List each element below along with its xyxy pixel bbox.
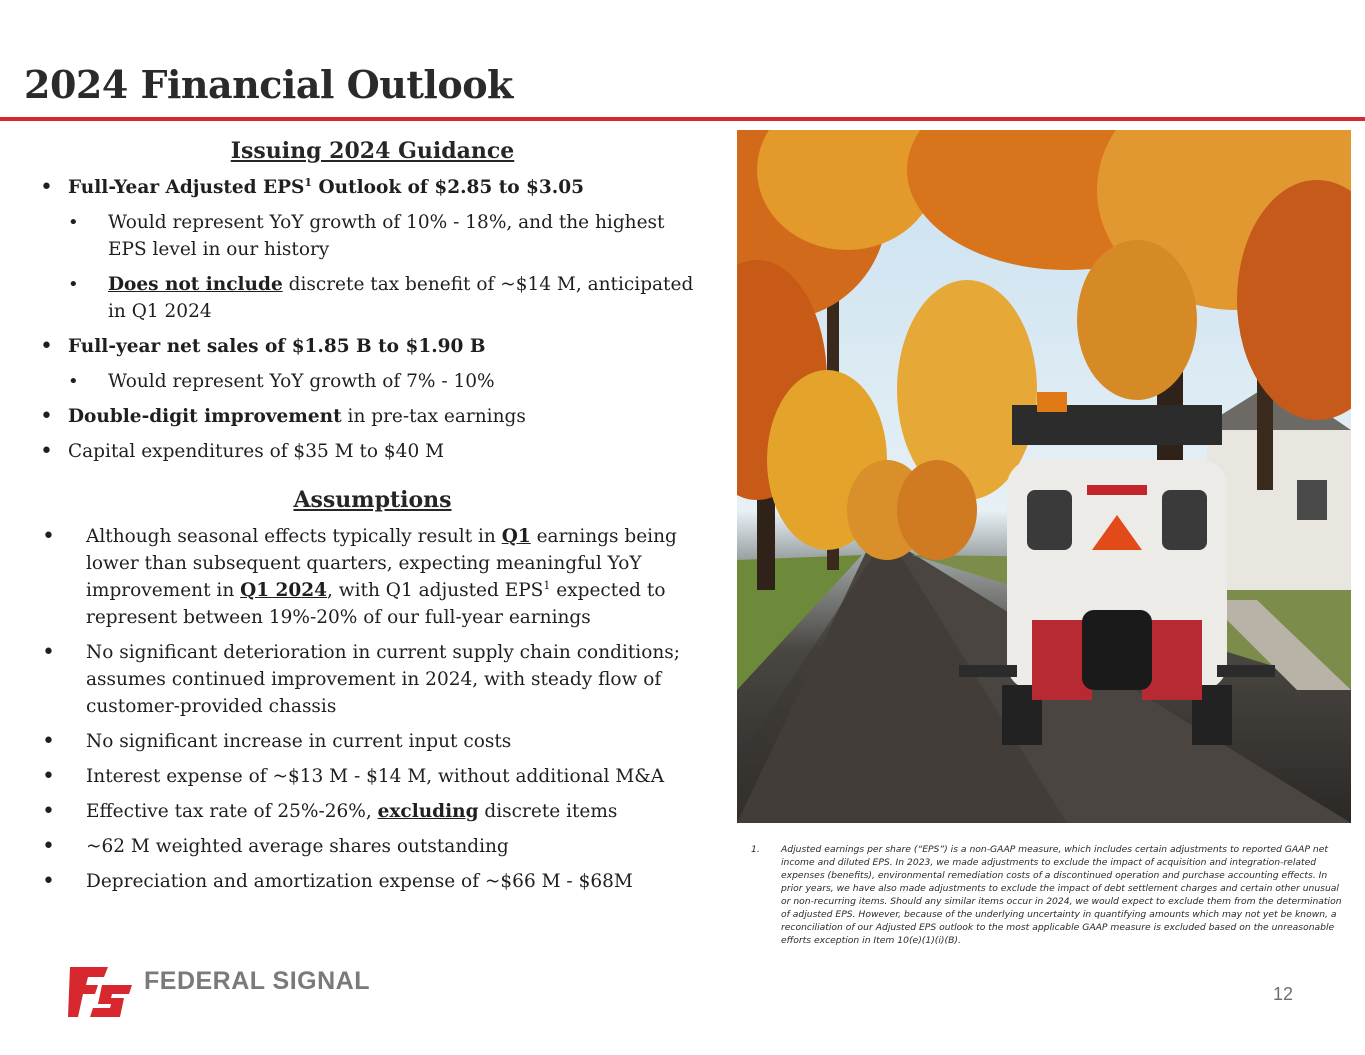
footnote: [751, 843, 1343, 947]
guidance-heading: Issuing 2024 Guidance: [230, 138, 515, 164]
list-item: • Capital expenditures of $35 M to $40 M: [40, 438, 705, 465]
page-number: 12: [1272, 984, 1293, 1004]
title-divider: [0, 117, 1365, 121]
list-item: • Interest expense of ~$13 M - $14 M, without additional M&A: [40, 763, 705, 790]
autumn-street-illustration: [737, 130, 1351, 823]
list-item: • Effective tax rate of 25%-26%, excluding discrete items: [40, 798, 705, 825]
logo-text: FEDERAL SIGNAL: [144, 967, 370, 995]
list-item: • Although seasonal effects typically result in Q1 earnings being lower than subsequent quarters, expecting meaningful YoY improvement in Q1 2024, with Q1 adjusted EPS$^1$ expected to represent between 19%-20% of our full-year earnings: [40, 523, 705, 631]
list-item: • Full-year net sales of $1.85 B to $1.90 B: [40, 333, 705, 360]
guidance-list: [40, 174, 705, 465]
list-item: • Would represent YoY growth of 7% - 10%: [40, 368, 705, 395]
content-column: [40, 138, 705, 903]
footnote-number: 1.: [751, 844, 760, 855]
street-sweeper-photo: [737, 130, 1351, 823]
list-item: • No significant increase in current input costs: [40, 728, 705, 755]
list-item: • No significant deterioration in current supply chain conditions; assumes continued improvement in 2024, with steady flow of customer-provided chassis: [40, 639, 705, 720]
assumptions-list: [40, 523, 705, 895]
page-title: 2024 Financial Outlook: [24, 62, 513, 107]
list-item: • Does not include discrete tax benefit of ~$14 M, anticipated in Q1 2024: [40, 271, 705, 325]
assumptions-heading: Assumptions: [293, 487, 452, 513]
list-item: • Depreciation and amortization expense of ~$66 M - $68M: [40, 868, 705, 895]
list-item: • ~62 M weighted average shares outstanding: [40, 833, 705, 860]
footnote-text: Adjusted earnings per share (“EPS”) is a non-GAAP measure, which includes certain adjustments to reported GAAP net income and diluted EPS. In 2023, we made adjustments to exclude the impact of acquisition and integration-related expenses (benefits), environmental remediation costs of a discontinued operation and purchase accounting effects. In prior years, we have also made adjustments to exclude the impact of debt settlement charges and certain other unusual or non-recurring items. Should any similar items occur in 2024, we would expect to exclude them from the determination of adjusted EPS. However, because of the underlying uncertainty in quantifying amounts which may not yet be known, a reconciliation of our Adjusted EPS outlook to the most applicable GAAP measure is excluded based on the unreasonable efforts exception in Item 10(e)(1)(i)(B).: [781, 844, 1342, 946]
logo-mark-icon: [68, 963, 134, 1019]
federal-signal-logo: [68, 963, 370, 1021]
list-item: • Full-Year Adjusted EPS$^1$ Outlook of $2.85 to $3.05: [40, 174, 705, 201]
list-item: • Would represent YoY growth of 10% - 18%, and the highest EPS level in our history: [40, 209, 705, 263]
list-item: • Double-digit improvement in pre-tax earnings: [40, 403, 705, 430]
